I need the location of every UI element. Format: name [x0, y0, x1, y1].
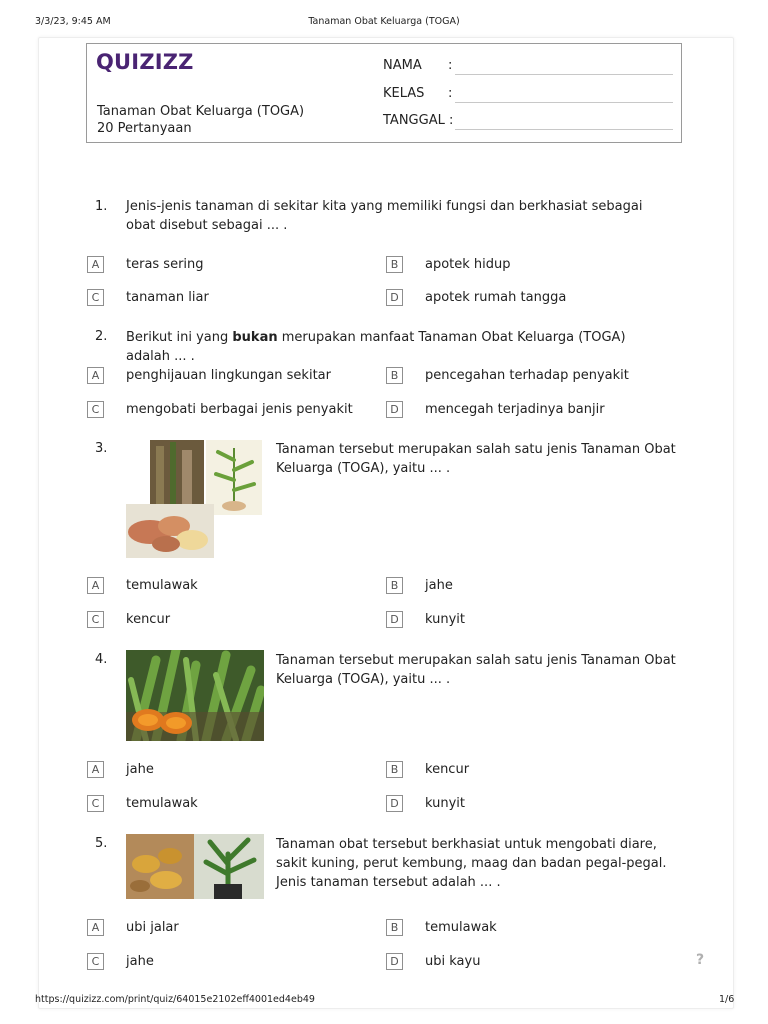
- option-text: jahe: [126, 954, 154, 969]
- option-letter: B: [386, 761, 403, 778]
- question-text: Tanaman tersebut merupakan salah satu jenis Tanaman Obat Keluarga (TOGA), yaitu ... .: [276, 653, 676, 687]
- option-letter: A: [87, 577, 104, 594]
- option-text: tanaman liar: [126, 290, 209, 305]
- name-label: NAMA: [383, 58, 422, 73]
- option-text: jahe: [425, 578, 453, 593]
- option-text: penghijauan lingkungan sekitar: [126, 368, 331, 383]
- class-colon: :: [448, 86, 453, 101]
- question-number: 3.: [95, 441, 108, 456]
- ginger-image: [126, 440, 264, 558]
- option-letter: B: [386, 577, 403, 594]
- option-text: kunyit: [425, 796, 466, 811]
- option-letter: A: [87, 256, 104, 273]
- option-letter: A: [87, 367, 104, 384]
- print-title: Tanaman Obat Keluarga (TOGA): [308, 16, 460, 27]
- option-letter: B: [386, 919, 403, 936]
- option-letter: C: [87, 289, 104, 306]
- option-text: teras sering: [126, 257, 204, 272]
- option-letter: D: [386, 401, 403, 418]
- option-text: mengobati berbagai jenis penyakit: [126, 402, 353, 417]
- option-text: temulawak: [126, 578, 198, 593]
- name-line: [455, 74, 673, 75]
- question-text: Tanaman tersebut merupakan salah satu jenis Tanaman Obat Keluarga (TOGA), yaitu ... .: [276, 442, 676, 476]
- help-icon[interactable]: ?: [696, 952, 705, 968]
- turmeric-image: [126, 650, 264, 741]
- question-number: 5.: [95, 836, 108, 851]
- question-number: 2.: [95, 329, 108, 344]
- option-text: kencur: [126, 612, 171, 627]
- page-url: https://quizizz.com/print/quiz/64015e2102eff4001ed4eb49: [35, 994, 315, 1005]
- option-text: apotek rumah tangga: [425, 290, 567, 305]
- option-text: temulawak: [425, 920, 497, 935]
- quiz-title: Tanaman Obat Keluarga (TOGA): [97, 104, 305, 119]
- option-text: temulawak: [126, 796, 198, 811]
- option-letter: B: [386, 367, 403, 384]
- name-colon: :: [448, 58, 453, 73]
- option-text: mencegah terjadinya banjir: [425, 402, 605, 417]
- temulawak-image: [126, 834, 264, 899]
- option-text: pencegahan terhadap penyakit: [425, 368, 629, 383]
- option-letter: D: [386, 953, 403, 970]
- page-number: 1/6: [719, 994, 735, 1005]
- class-label: KELAS: [383, 86, 425, 101]
- option-text: ubi kayu: [425, 954, 481, 969]
- option-letter: D: [386, 611, 403, 628]
- question-text: Berikut ini yang bukan merupakan manfaat Tanaman Obat Keluarga (TOGA) adalah ... .: [126, 330, 626, 364]
- class-line: [455, 102, 673, 103]
- option-text: apotek hidup: [425, 257, 511, 272]
- option-text: ubi jalar: [126, 920, 179, 935]
- option-text: jahe: [126, 762, 154, 777]
- option-letter: A: [87, 919, 104, 936]
- question-text: Jenis-jenis tanaman di sekitar kita yang memiliki fungsi dan berkhasiat sebagai obat disebut sebagai ... .: [126, 199, 643, 233]
- quizizz-logo: QUIZIZZ: [96, 50, 194, 74]
- option-letter: C: [87, 401, 104, 418]
- option-letter: B: [386, 256, 403, 273]
- question-text: Tanaman obat tersebut berkhasiat untuk mengobati diare, sakit kuning, perut kembung, maag dan badan pegal-pegal. Jenis tanaman tersebut adalah ... .: [276, 837, 667, 890]
- option-letter: D: [386, 289, 403, 306]
- option-text: kencur: [425, 762, 470, 777]
- option-letter: C: [87, 795, 104, 812]
- question-number: 4.: [95, 652, 108, 667]
- option-letter: C: [87, 611, 104, 628]
- option-letter: D: [386, 795, 403, 812]
- question-number: 1.: [95, 199, 108, 214]
- date-line: [455, 129, 673, 130]
- option-text: kunyit: [425, 612, 466, 627]
- option-letter: C: [87, 953, 104, 970]
- date-label: TANGGAL :: [383, 113, 454, 128]
- option-letter: A: [87, 761, 104, 778]
- question-count: 20 Pertanyaan: [97, 121, 192, 136]
- print-datetime: 3/3/23, 9:45 AM: [35, 16, 111, 27]
